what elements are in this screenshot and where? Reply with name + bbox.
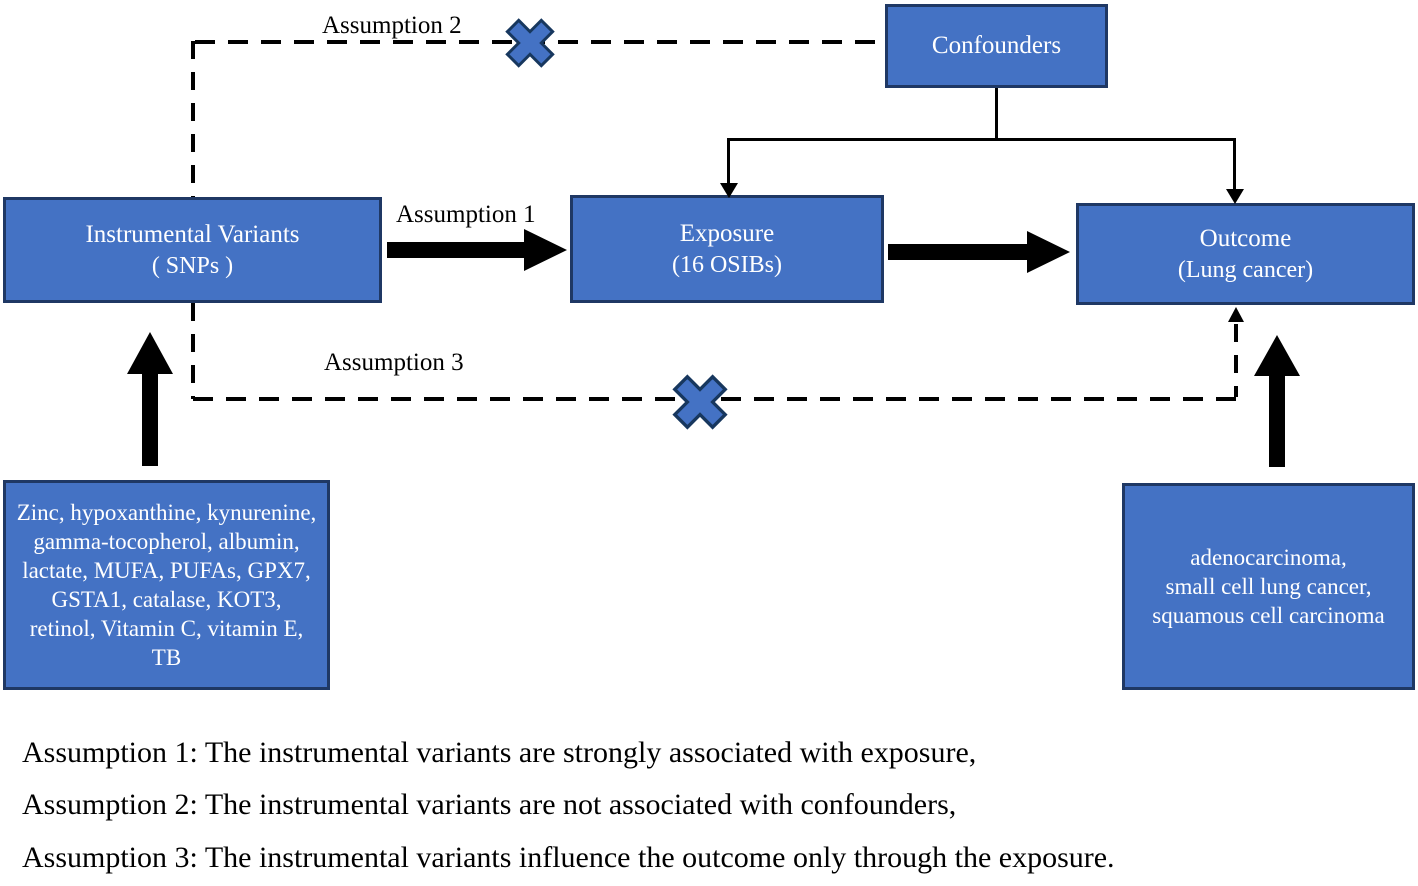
confounders-branch-line (727, 138, 1236, 141)
caption-line-1: Assumption 1: The instrumental variants are strongly associated with exposure, (22, 736, 977, 769)
node-instrumental-variants (3, 197, 382, 303)
snp-list-line: gamma-tocopherol, albumin, (33, 529, 300, 554)
iv-to-exposure-arrow-icon (387, 229, 567, 271)
outcome-subtype-line: small cell lung cancer, (1165, 574, 1372, 599)
assumption3-x-icon (671, 373, 729, 431)
outcome-subtype-line: squamous cell carcinoma (1152, 603, 1385, 628)
node-snp-list (3, 480, 330, 690)
instrumental-variants-subtitle: ( SNPs ) (151, 253, 234, 279)
snp-list-line: Zinc, hypoxanthine, kynurenine, (16, 500, 317, 525)
caption-line-2: Assumption 2: The instrumental variants are not associated with confounders, (22, 788, 957, 821)
node-confounders (885, 4, 1108, 88)
snp-list-line: lactate, MUFA, PUFAs, GPX7, (22, 558, 311, 583)
assumption3-arrowhead-up-icon (1228, 307, 1244, 322)
node-outcome-subtypes (1122, 483, 1415, 690)
confounders-stem-line (995, 88, 998, 140)
confounders-to-outcome-arrowhead-icon (1226, 189, 1244, 204)
confounders-to-outcome-line (1233, 138, 1236, 190)
assumption2-dashed-line-vertical (191, 41, 195, 197)
node-outcome (1076, 203, 1415, 305)
assumption1-label: Assumption 1 (396, 201, 536, 228)
assumption3-dashed-line-vertical-left (191, 303, 195, 399)
exposure-title: Exposure (679, 220, 775, 247)
assumption2-label: Assumption 2 (322, 12, 462, 39)
snp-list-line: retinol, Vitamin C, vitamin E, (29, 616, 304, 641)
subtypes-to-outcome-arrow-icon (1254, 335, 1300, 467)
assumption3-label: Assumption 3 (324, 349, 464, 376)
outcome-subtitle: (Lung cancer) (1177, 257, 1314, 283)
confounders-to-exposure-line (727, 138, 730, 186)
node-exposure (570, 195, 884, 303)
assumption3-dashed-line-vertical-right (1234, 324, 1238, 397)
instrumental-variants-title: Instrumental Variants (85, 221, 300, 248)
exposure-subtitle: (16 OSIBs) (671, 252, 782, 278)
confounders-title: Confounders (931, 32, 1062, 59)
outcome-title: Outcome (1199, 225, 1292, 252)
outcome-subtype-line: adenocarcinoma, (1190, 545, 1347, 570)
caption-line-3: Assumption 3: The instrumental variants influence the outcome only through the exposure. (22, 841, 1115, 874)
snp-list-line: GSTA1, catalase, KOT3, (51, 587, 282, 612)
assumption2-x-icon (504, 17, 556, 69)
confounders-to-exposure-arrowhead-icon (720, 183, 738, 198)
snp-list-line: TB (151, 645, 182, 670)
exposure-to-outcome-arrow-icon (888, 231, 1070, 273)
snp-list-to-iv-arrow-icon (127, 332, 173, 466)
